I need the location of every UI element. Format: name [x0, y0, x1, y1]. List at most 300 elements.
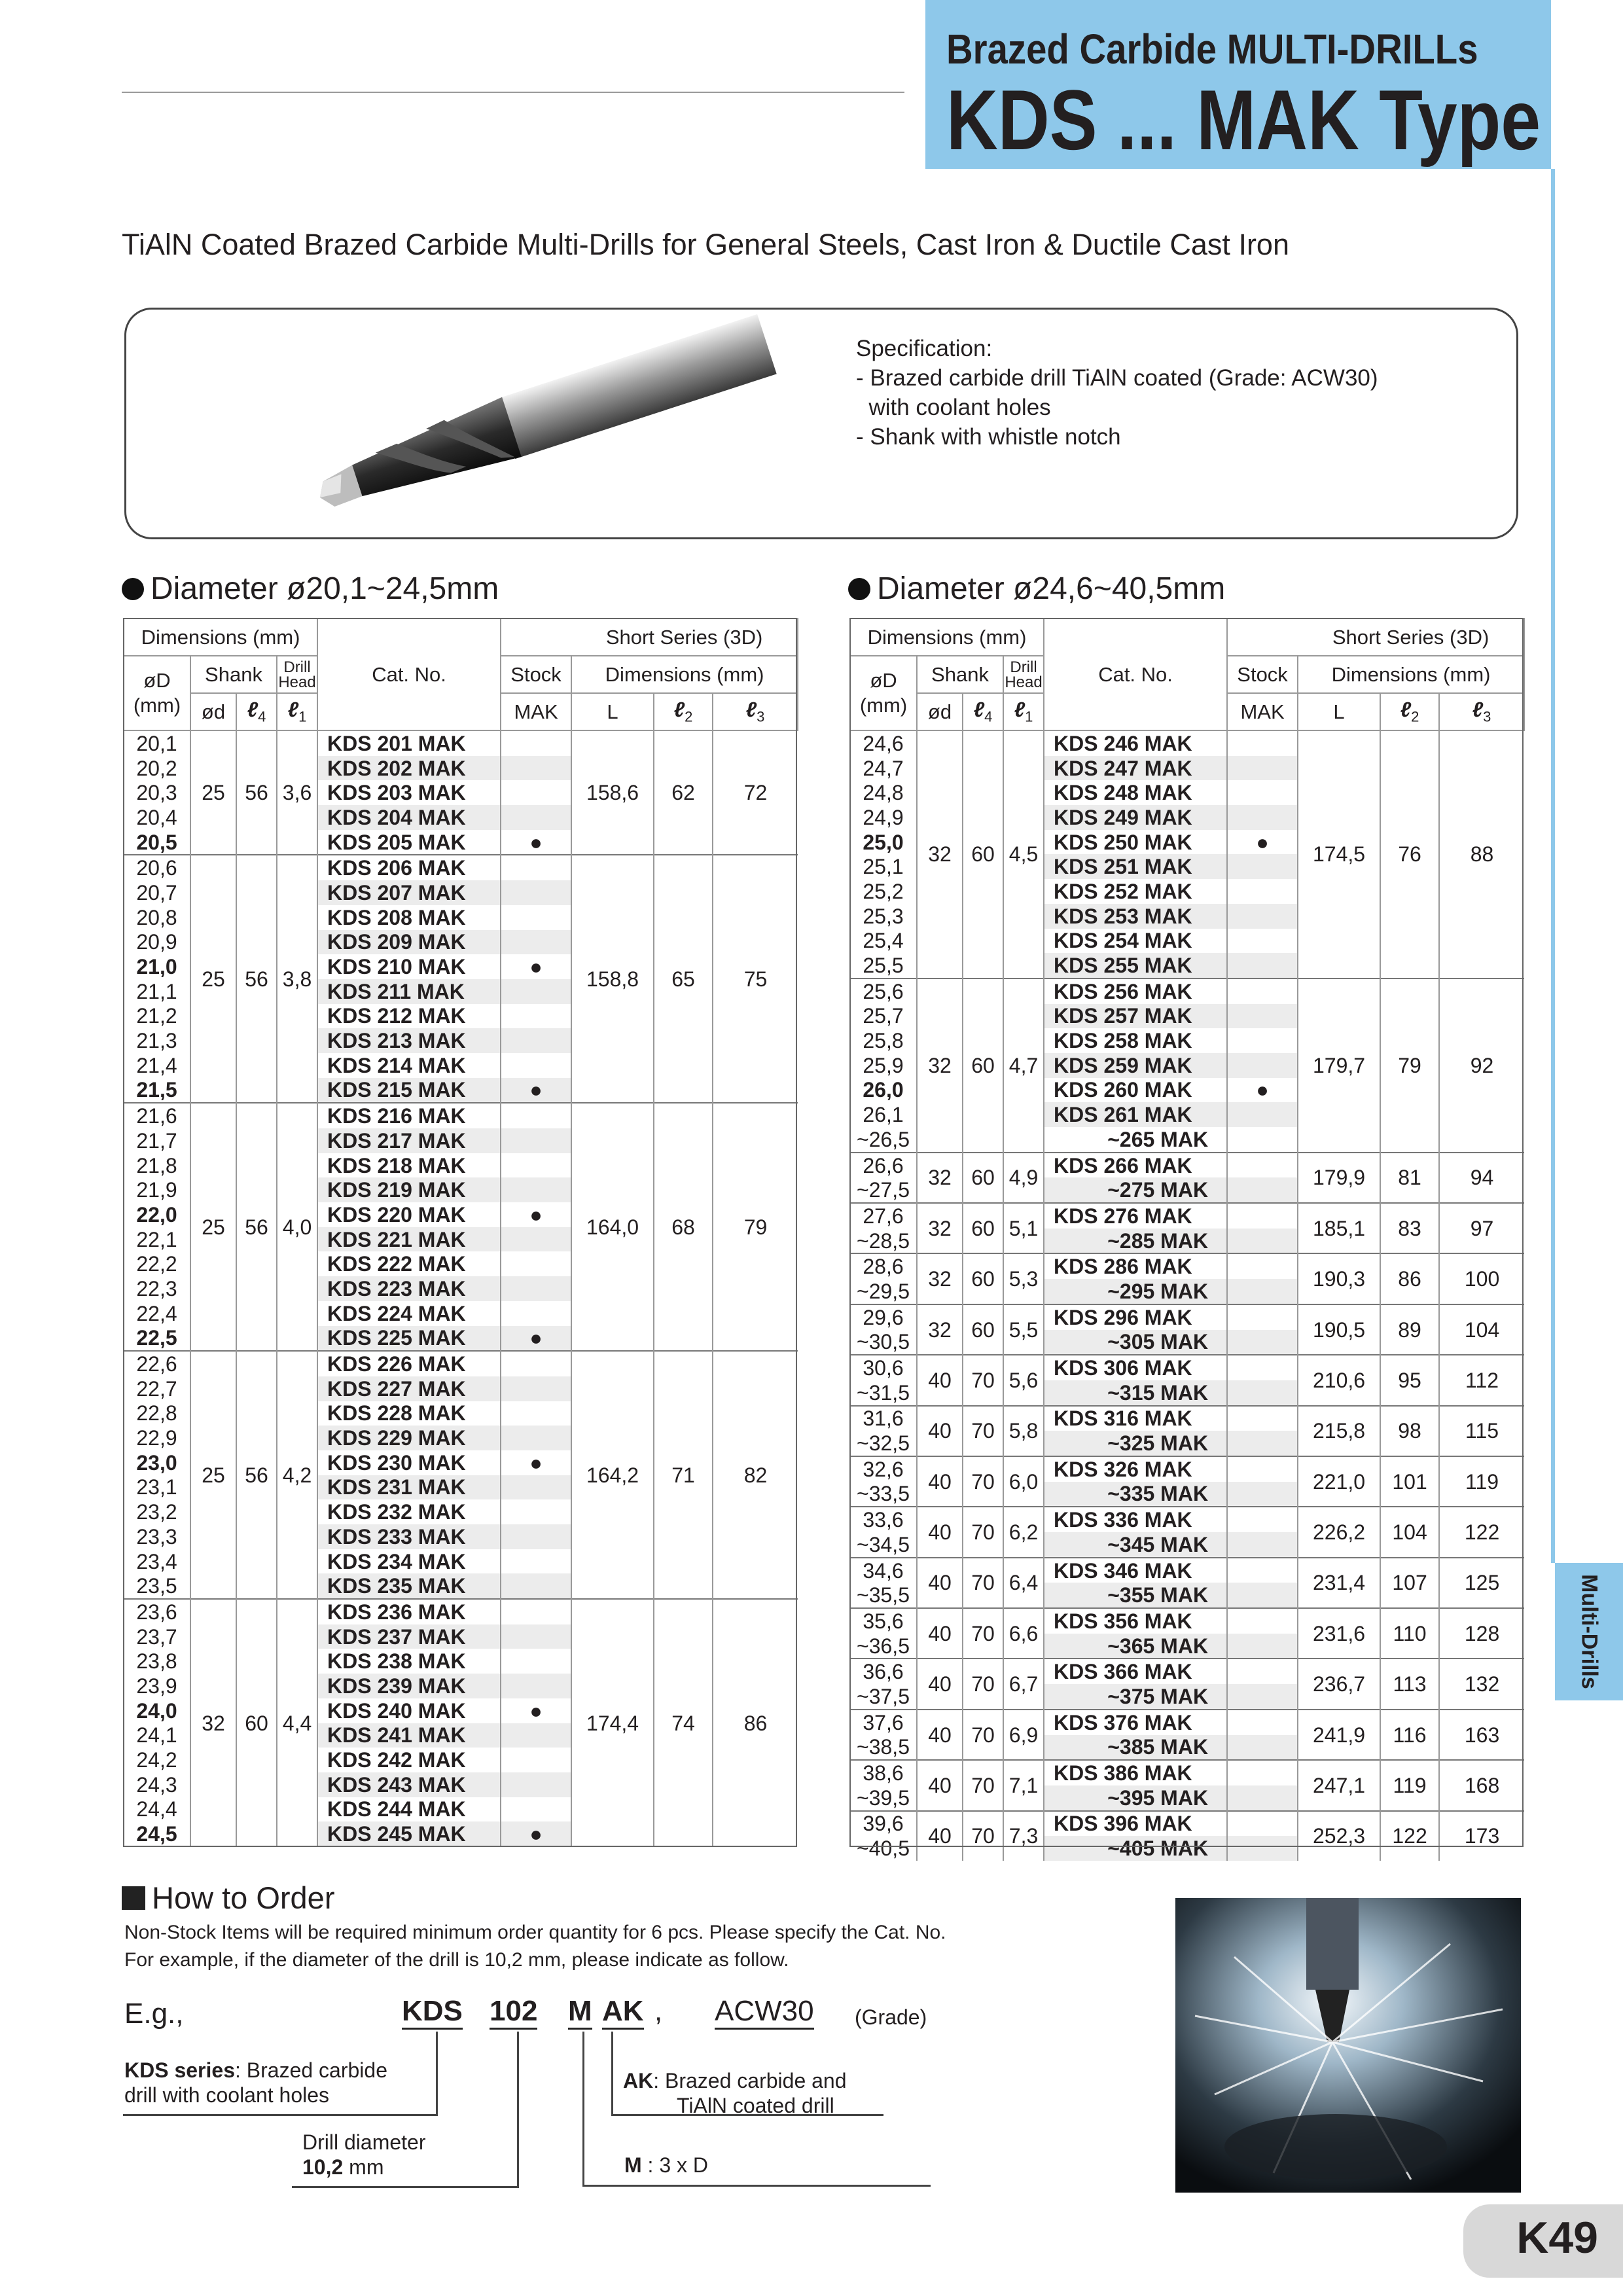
diameter-cell: 36,6 — [850, 1659, 917, 1684]
stock-header: Stock — [1227, 656, 1298, 693]
cat-no-cell: KDS 245 MAK — [317, 1821, 501, 1846]
cat-no-cell: KDS 259 MAK — [1044, 1053, 1227, 1078]
diameter-cell: 20,4 — [136, 805, 177, 829]
diameter-cell: 21,4 — [136, 1053, 177, 1077]
shank-header: Shank — [917, 656, 1003, 693]
diameter-cell: 20,2 — [136, 756, 177, 780]
diameter-cell: ~32,5 — [857, 1431, 910, 1456]
L-cell: 241,9 — [1298, 1710, 1380, 1760]
l2-cell: 116 — [1380, 1710, 1439, 1760]
stock-cell — [1227, 978, 1298, 1004]
bullet-icon — [848, 578, 870, 600]
stock-cell — [501, 1499, 571, 1524]
l1-cell: 5,6 — [1003, 1355, 1044, 1405]
stock-cell — [1227, 1684, 1298, 1710]
diameter-cell: 22,1 — [136, 1227, 177, 1251]
cat-no-cell: ~375 MAK — [1044, 1684, 1227, 1710]
mm-label: (mm) — [859, 694, 908, 717]
ak-note: AK: Brazed carbide and TiAlN coated drill — [623, 2069, 847, 2117]
table-row — [850, 1608, 1524, 1634]
stock-cell — [501, 1351, 571, 1376]
cat-no-cell: ~355 MAK — [1044, 1583, 1227, 1608]
connector-number-underline — [292, 2186, 519, 2188]
cat-no-cell: ~385 MAK — [1044, 1735, 1227, 1761]
table-row — [850, 1710, 1524, 1735]
cat-no-cell: KDS 250 MAK — [1044, 830, 1227, 855]
cat-no-cell: KDS 231 MAK — [317, 1475, 501, 1500]
ell-sub: 4 — [984, 708, 993, 725]
l2-cell: 65 — [654, 855, 713, 1103]
side-tab — [1555, 1563, 1623, 1700]
l4-cell: 56 — [236, 1103, 277, 1351]
l4-cell: 70 — [963, 1507, 1003, 1557]
diameter-cell: 24,6 — [850, 730, 917, 756]
l3-cell: 163 — [1439, 1710, 1524, 1760]
diameter-cell: 21,3 — [136, 1029, 177, 1053]
l4-header — [963, 693, 1003, 730]
cat-no-cell: KDS 286 MAK — [1044, 1253, 1227, 1279]
L-cell: 190,3 — [1298, 1253, 1380, 1304]
diameter-cell: 24,7 — [863, 756, 904, 780]
stock-cell — [1227, 1507, 1298, 1532]
diameter-cell: 24,9 — [863, 805, 904, 829]
l3-cell: 94 — [1439, 1153, 1524, 1203]
ell-letter: ℓ — [1472, 698, 1484, 722]
stock-cell — [1227, 1127, 1298, 1153]
cat-no-cell: KDS 236 MAK — [317, 1599, 501, 1624]
l4-cell: 56 — [236, 855, 277, 1103]
stock-cell — [1227, 1608, 1298, 1634]
L-cell: 231,6 — [1298, 1608, 1380, 1659]
l3-cell: 82 — [713, 1351, 798, 1599]
L-cell: 247,1 — [1298, 1760, 1380, 1810]
cat-no-cell: KDS 306 MAK — [1044, 1355, 1227, 1380]
stock-cell — [501, 1748, 571, 1772]
drill-illustration — [288, 314, 785, 524]
l2-cell: 83 — [1380, 1203, 1439, 1253]
cat-no-cell: KDS 249 MAK — [1044, 805, 1227, 830]
d-cell: 32 — [917, 1253, 963, 1304]
stock-cell — [501, 1301, 571, 1326]
connector-ak — [611, 2032, 613, 2115]
l3-cell: 168 — [1439, 1760, 1524, 1810]
d-cell: 40 — [917, 1406, 963, 1456]
diameter-cell: 25,6 — [850, 978, 917, 1004]
stock-cell — [1227, 1456, 1298, 1482]
stock-cell — [1227, 1583, 1298, 1608]
stock-cell — [1227, 1634, 1298, 1659]
cat-no-cell: KDS 216 MAK — [317, 1103, 501, 1128]
ell-letter: ℓ — [745, 698, 757, 722]
l4-cell: 70 — [963, 1355, 1003, 1405]
l3-cell: 125 — [1439, 1558, 1524, 1608]
cat-no-cell: KDS 226 MAK — [317, 1351, 501, 1376]
l2-cell: 79 — [1380, 978, 1439, 1153]
dims-header: Dimensions (mm) — [571, 656, 798, 693]
stock-cell: ● — [501, 1821, 571, 1846]
l1-cell: 3,8 — [277, 855, 317, 1103]
stock-cell — [1227, 1811, 1298, 1837]
cat-no-cell: KDS 203 MAK — [317, 780, 501, 805]
table-row — [850, 1304, 1524, 1330]
od-header — [124, 656, 190, 730]
stock-cell — [1227, 1482, 1298, 1507]
l3-cell: 97 — [1439, 1203, 1524, 1253]
l4-cell: 56 — [236, 730, 277, 855]
stock-cell — [1227, 1355, 1298, 1380]
dimensions-header: Dimensions (mm) — [850, 619, 1044, 656]
table-row — [850, 730, 1524, 756]
cat-no-cell: ~275 MAK — [1044, 1177, 1227, 1203]
diameter-cell: 20,9 — [136, 930, 177, 954]
stock-cell — [1227, 1153, 1298, 1178]
diameter-cell: 25,0 — [863, 830, 904, 854]
diameter-cell: 31,6 — [850, 1406, 917, 1431]
l2-cell: 113 — [1380, 1659, 1439, 1709]
l1-cell: 6,9 — [1003, 1710, 1044, 1760]
stock-cell — [501, 756, 571, 781]
diameter-cell: 20,5 — [136, 830, 177, 854]
L-cell: 164,2 — [571, 1351, 654, 1599]
l3-cell: 173 — [1439, 1811, 1524, 1861]
stock-cell — [501, 1128, 571, 1153]
diameter-cell: 26,1 — [863, 1103, 904, 1127]
l3-cell: 79 — [713, 1103, 798, 1351]
table-row — [850, 1253, 1524, 1279]
diameter-cell: 21,2 — [136, 1004, 177, 1028]
connector-kds-underline — [123, 2114, 438, 2116]
cat-no-cell: ~365 MAK — [1044, 1634, 1227, 1659]
table-row — [850, 1507, 1524, 1532]
l2-cell: 62 — [654, 730, 713, 855]
diameter-cell: 21,0 — [136, 955, 177, 979]
stock-cell — [1227, 756, 1298, 781]
cat-no-cell: KDS 256 MAK — [1044, 978, 1227, 1004]
diameter-cell: 25,4 — [863, 929, 904, 953]
diameter-cell: 23,3 — [136, 1524, 177, 1549]
cat-no-cell: KDS 222 MAK — [317, 1251, 501, 1276]
specification-text: Specification: - Brazed carbide drill TiAlN coated (Grade: ACW30) with coolant holes - Shank with whistle notch — [856, 336, 1378, 450]
stock-cell: ● — [1227, 1078, 1298, 1103]
stock-cell — [1227, 1004, 1298, 1029]
stock-cell — [1227, 1659, 1298, 1684]
dimensions-header: Dimensions (mm) — [124, 619, 317, 656]
cat-no-cell: KDS 336 MAK — [1044, 1507, 1227, 1532]
d-cell: 40 — [917, 1456, 963, 1507]
drill-head-header: Drill Head — [1003, 656, 1044, 693]
stock-cell — [501, 1549, 571, 1574]
stock-cell — [1227, 1253, 1298, 1279]
stock-cell — [501, 1401, 571, 1426]
stock-cell — [501, 1674, 571, 1698]
stock-cell — [501, 1103, 571, 1128]
code-kds: KDS — [402, 1995, 463, 2030]
stock-cell — [1227, 854, 1298, 879]
shank-header: Shank — [190, 656, 277, 693]
l2-cell: 89 — [1380, 1304, 1439, 1355]
diameter-cell: ~34,5 — [857, 1532, 910, 1556]
diameter-cell: 26,0 — [863, 1078, 904, 1102]
L-cell: 185,1 — [1298, 1203, 1380, 1253]
connector-m — [582, 2032, 584, 2186]
stock-cell — [1227, 1558, 1298, 1583]
l1-cell: 7,1 — [1003, 1760, 1044, 1810]
diameter-cell: 38,6 — [850, 1760, 917, 1785]
diameter-cell: ~31,5 — [857, 1380, 910, 1405]
l2-cell: 71 — [654, 1351, 713, 1599]
page-number: K49 — [1516, 2213, 1598, 2263]
stock-cell — [501, 1177, 571, 1202]
l4-cell: 60 — [963, 1153, 1003, 1203]
cat-no-cell: KDS 219 MAK — [317, 1177, 501, 1202]
cat-no-cell: ~295 MAK — [1044, 1279, 1227, 1304]
stock-cell — [501, 930, 571, 955]
cat-no-header: Cat. No. — [317, 619, 501, 730]
side-rule — [1551, 169, 1555, 1563]
diameter-cell: 39,6 — [850, 1811, 917, 1837]
cat-no-cell: KDS 366 MAK — [1044, 1659, 1227, 1684]
stock-cell — [1227, 1532, 1298, 1558]
cat-no-cell: KDS 237 MAK — [317, 1624, 501, 1649]
diameter-cell: 20,8 — [136, 905, 177, 929]
stock-header: Stock — [501, 656, 571, 693]
table-row — [850, 1355, 1524, 1380]
diameter-cell: 23,1 — [136, 1475, 177, 1499]
code-m: M — [568, 1995, 592, 2030]
d-cell: 32 — [917, 1203, 963, 1253]
cat-no-cell: ~395 MAK — [1044, 1785, 1227, 1811]
diameter-cell: 25,1 — [863, 855, 904, 879]
table-row — [124, 1103, 798, 1128]
L-cell: 158,8 — [571, 855, 654, 1103]
cat-no-cell: KDS 227 MAK — [317, 1376, 501, 1401]
diameter-cell: 24,4 — [136, 1797, 177, 1821]
ell-letter: ℓ — [673, 698, 685, 722]
d-cell: 32 — [917, 978, 963, 1153]
cat-no-cell: KDS 261 MAK — [1044, 1102, 1227, 1127]
l4-cell: 70 — [963, 1558, 1003, 1608]
l4-cell: 70 — [963, 1811, 1003, 1861]
stock-cell — [501, 1573, 571, 1599]
l1-cell: 5,5 — [1003, 1304, 1044, 1355]
stock-cell — [501, 1772, 571, 1797]
empty-header — [1227, 619, 1298, 656]
cat-no-cell: KDS 396 MAK — [1044, 1811, 1227, 1837]
stock-cell — [501, 1475, 571, 1500]
l4-cell: 70 — [963, 1760, 1003, 1810]
mak-header: MAK — [501, 693, 571, 730]
length-header: L — [1298, 693, 1380, 730]
table-row — [124, 730, 798, 756]
diameter-cell: 30,6 — [850, 1355, 917, 1380]
table-row — [850, 1760, 1524, 1785]
stock-cell: ● — [501, 1078, 571, 1103]
cat-no-cell: KDS 209 MAK — [317, 930, 501, 955]
cat-no-cell: KDS 356 MAK — [1044, 1608, 1227, 1634]
stock-cell — [1227, 953, 1298, 978]
L-cell: 179,7 — [1298, 978, 1380, 1153]
cat-no-cell: KDS 253 MAK — [1044, 904, 1227, 929]
cat-no-cell: KDS 246 MAK — [1044, 730, 1227, 756]
diameter-cell: 22,7 — [136, 1376, 177, 1401]
m-note: M : 3 x D — [624, 2153, 709, 2177]
l3-cell: 122 — [1439, 1507, 1524, 1557]
stock-cell — [1227, 1431, 1298, 1456]
l1-cell: 3,6 — [277, 730, 317, 855]
l3-cell: 86 — [713, 1599, 798, 1846]
L-cell: 215,8 — [1298, 1406, 1380, 1456]
short-series-header: Short Series (3D) — [1298, 619, 1524, 656]
cat-no-cell: KDS 210 MAK — [317, 954, 501, 979]
cat-no-cell: KDS 248 MAK — [1044, 780, 1227, 805]
left-spec-table — [123, 618, 798, 1846]
diameter-cell: 23,5 — [136, 1574, 177, 1598]
stock-cell — [501, 1227, 571, 1252]
L-cell: 174,4 — [571, 1599, 654, 1846]
diameter-cell: 21,6 — [124, 1103, 190, 1128]
stock-cell — [1227, 1710, 1298, 1735]
l3-cell: 72 — [713, 730, 798, 855]
cat-no-cell: KDS 296 MAK — [1044, 1304, 1227, 1330]
l1-cell: 6,2 — [1003, 1507, 1044, 1557]
stock-cell — [501, 1723, 571, 1748]
stock-cell — [501, 805, 571, 830]
l1-cell: 5,3 — [1003, 1253, 1044, 1304]
diameter-cell: 33,6 — [850, 1507, 917, 1532]
l1-header — [277, 693, 317, 730]
cat-no-cell: KDS 257 MAK — [1044, 1004, 1227, 1029]
l3-cell: 75 — [713, 855, 798, 1103]
diameter-cell: 23,4 — [136, 1549, 177, 1573]
l2-cell: 74 — [654, 1599, 713, 1846]
diameter-cell: ~28,5 — [857, 1229, 910, 1253]
stock-cell — [1227, 1785, 1298, 1811]
table-row — [124, 1599, 798, 1624]
right-section-title: Diameter ø24,6~40,5mm — [848, 571, 1225, 607]
table-row — [850, 1659, 1524, 1684]
l3-cell: 115 — [1439, 1406, 1524, 1456]
d-cell: 25 — [190, 1103, 236, 1351]
stock-cell — [1227, 1735, 1298, 1761]
cat-no-cell: ~325 MAK — [1044, 1431, 1227, 1456]
diameter-cell: 29,6 — [850, 1304, 917, 1330]
header-title: KDS ... MAK Type — [946, 72, 1541, 168]
stock-cell — [1227, 1203, 1298, 1229]
ell-letter: ℓ — [1014, 698, 1026, 722]
intro-text: TiAlN Coated Brazed Carbide Multi-Drills for General Steels, Cast Iron & Ductile Cast Iron — [122, 228, 1289, 261]
diameter-cell: 25,7 — [863, 1004, 904, 1028]
mak-header: MAK — [1227, 693, 1298, 730]
diameter-cell: 25,9 — [863, 1053, 904, 1077]
ell-sub: 4 — [258, 708, 266, 725]
l2-cell: 122 — [1380, 1811, 1439, 1861]
stock-cell — [501, 1599, 571, 1624]
order-note-2: For example, if the diameter of the drill is 10,2 mm, please indicate as follow. — [124, 1949, 789, 1971]
L-cell: 221,0 — [1298, 1456, 1380, 1507]
l4-cell: 70 — [963, 1710, 1003, 1760]
cat-no-header: Cat. No. — [1044, 619, 1227, 730]
stock-cell — [501, 905, 571, 930]
stock-cell — [1227, 1406, 1298, 1431]
l3-cell: 88 — [1439, 730, 1524, 978]
diameter-cell: ~36,5 — [857, 1634, 910, 1658]
table-row — [850, 978, 1524, 1004]
l2-header — [1380, 693, 1439, 730]
header-subtitle: Brazed Carbide MULTI-DRILLs — [946, 26, 1478, 73]
cat-no-cell: KDS 254 MAK — [1044, 929, 1227, 954]
cat-no-cell: KDS 244 MAK — [317, 1797, 501, 1822]
stock-cell — [1227, 1380, 1298, 1406]
diameter-cell: ~26,5 — [857, 1127, 910, 1151]
l1-cell: 4,2 — [277, 1351, 317, 1599]
stock-cell — [1227, 805, 1298, 830]
ell-sub: 1 — [298, 708, 307, 725]
cat-no-cell: KDS 214 MAK — [317, 1053, 501, 1078]
cat-no-cell: KDS 229 MAK — [317, 1426, 501, 1450]
d-cell: 32 — [917, 1153, 963, 1203]
cat-no-cell: KDS 241 MAK — [317, 1723, 501, 1748]
stock-cell — [1227, 1028, 1298, 1053]
L-cell: 210,6 — [1298, 1355, 1380, 1405]
dims-header: Dimensions (mm) — [1298, 656, 1524, 693]
d-cell: 40 — [917, 1659, 963, 1709]
stock-cell — [501, 880, 571, 905]
l1-cell: 7,3 — [1003, 1811, 1044, 1861]
connector-number — [517, 2032, 519, 2187]
diameter-cell: 23,2 — [136, 1500, 177, 1524]
cat-no-cell: KDS 234 MAK — [317, 1549, 501, 1574]
diameter-cell: 24,8 — [863, 781, 904, 805]
diameter-cell: 20,3 — [136, 781, 177, 805]
l3-header — [713, 693, 798, 730]
stock-cell — [501, 1251, 571, 1276]
table-row — [850, 1558, 1524, 1583]
diameter-cell: ~29,5 — [857, 1279, 910, 1303]
diameter-cell: 22,4 — [136, 1301, 177, 1325]
stock-cell — [501, 780, 571, 805]
cat-no-cell: KDS 239 MAK — [317, 1674, 501, 1698]
stock-cell — [501, 1004, 571, 1029]
diameter-cell: 23,8 — [136, 1649, 177, 1674]
diameter-cell: ~39,5 — [857, 1785, 910, 1810]
diameter-cell: 22,8 — [136, 1401, 177, 1426]
L-cell: 164,0 — [571, 1103, 654, 1351]
connector-kds — [436, 2032, 438, 2115]
cat-no-cell: KDS 255 MAK — [1044, 953, 1227, 978]
connector-m-underline — [582, 2185, 931, 2187]
ell-sub: 2 — [1411, 708, 1419, 725]
l4-cell: 60 — [236, 1599, 277, 1846]
stock-cell — [1227, 1102, 1298, 1127]
L-cell: 158,6 — [571, 730, 654, 855]
l1-cell: 4,7 — [1003, 978, 1044, 1153]
ell-letter: ℓ — [287, 698, 299, 722]
l1-cell: 6,6 — [1003, 1608, 1044, 1659]
cat-no-cell: KDS 251 MAK — [1044, 854, 1227, 879]
stock-cell — [501, 1797, 571, 1822]
diameter-cell: 26,6 — [850, 1153, 917, 1178]
d-cell: 25 — [190, 855, 236, 1103]
drill-head-header: Drill Head — [277, 656, 317, 693]
cat-no-cell: KDS 260 MAK — [1044, 1078, 1227, 1103]
grade-label: (Grade) — [855, 2005, 927, 2029]
cat-no-cell: ~315 MAK — [1044, 1380, 1227, 1406]
cat-no-cell: KDS 206 MAK — [317, 855, 501, 880]
d-cell: 32 — [190, 1599, 236, 1846]
ell-sub: 3 — [757, 708, 765, 725]
stock-cell: ● — [501, 830, 571, 855]
l4-cell: 70 — [963, 1659, 1003, 1709]
